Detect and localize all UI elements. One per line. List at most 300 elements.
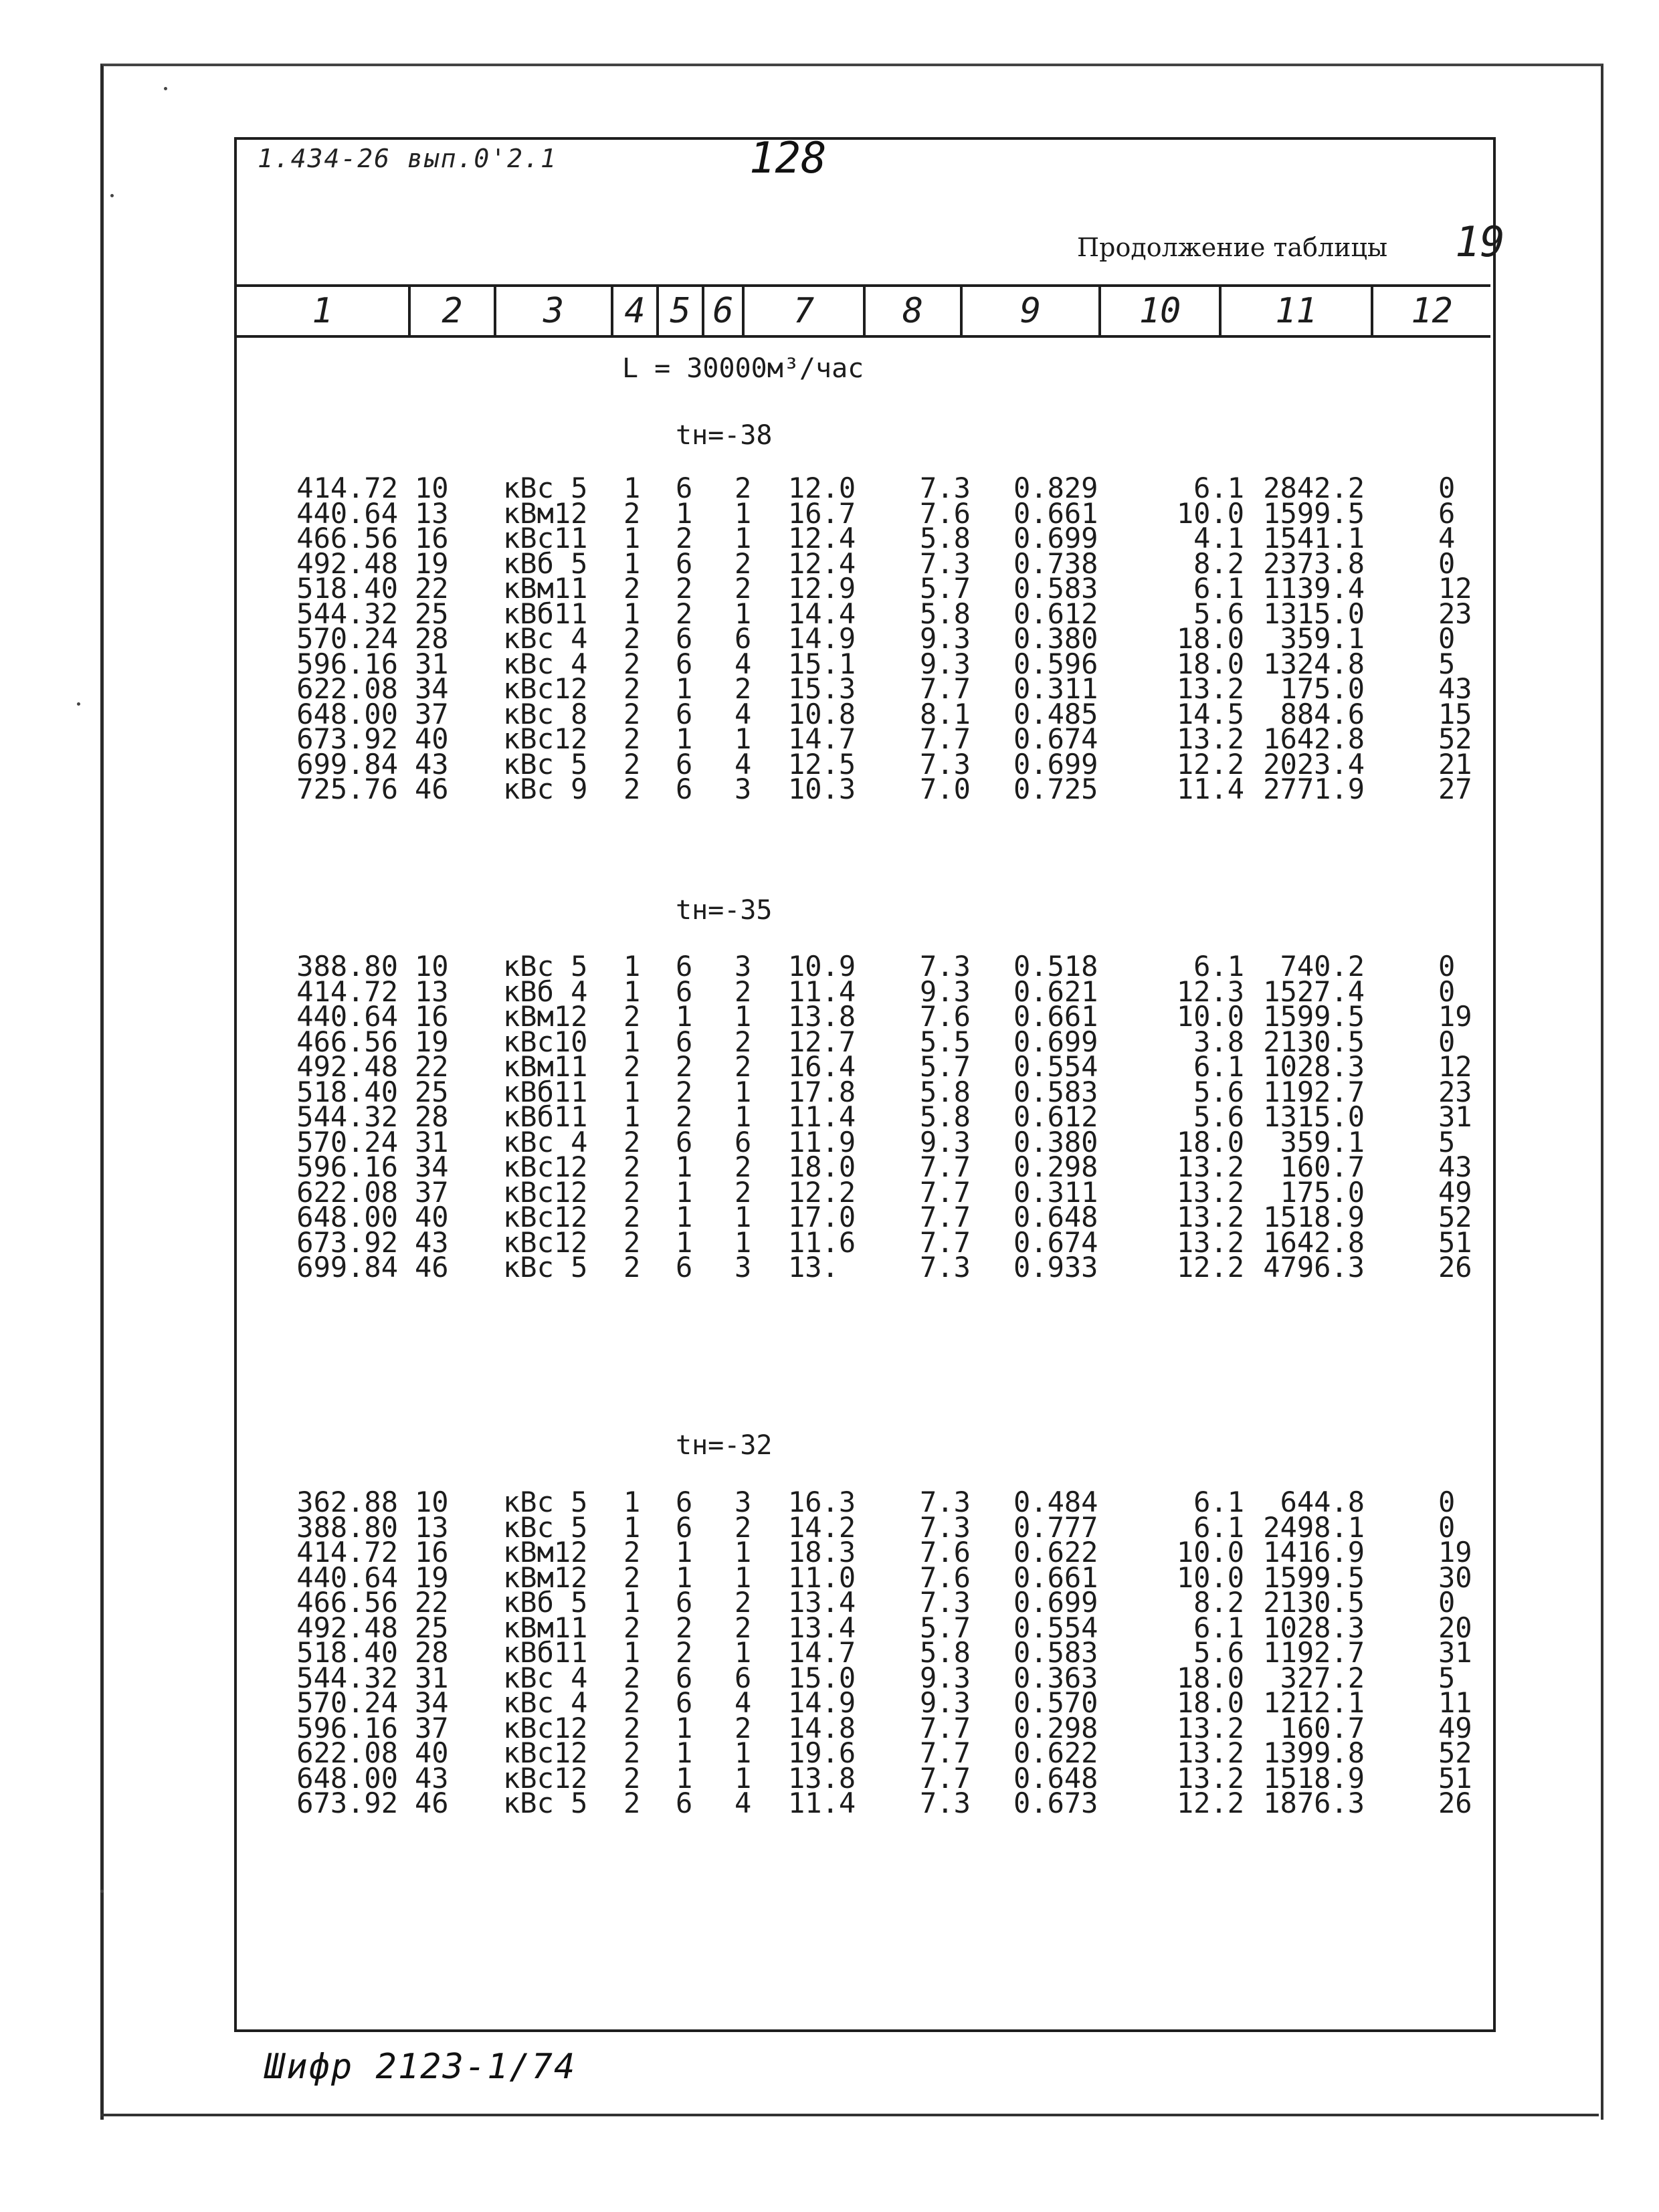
- table-cell: 31: [415, 1125, 449, 1159]
- table-cell: 362.88: [296, 1486, 398, 1518]
- table-cell: 6: [676, 1586, 693, 1619]
- table-cell: 6: [676, 622, 693, 655]
- table-cell: 0.518: [1013, 950, 1098, 983]
- table-cell: 1399.8: [1263, 1736, 1365, 1769]
- table-cell: 13.2: [1176, 722, 1244, 755]
- table-cell: 13.2: [1176, 1225, 1244, 1259]
- table-cell: 52: [1438, 1201, 1472, 1233]
- table-cell: 7.6: [920, 496, 971, 530]
- table-cell: 34: [415, 1150, 449, 1183]
- table-cell: кВм11: [503, 572, 588, 605]
- table-cell: 6: [676, 1661, 693, 1694]
- table-cell: 10.0: [1176, 496, 1244, 530]
- table-cell: 16.3: [788, 1486, 856, 1518]
- table-cell: 1315.0: [1263, 1100, 1365, 1133]
- table-cell: 12.4: [788, 522, 856, 555]
- table-cell: кВс 5: [503, 1251, 588, 1284]
- table-cell: 6: [676, 546, 693, 580]
- table-cell: 1: [676, 1175, 693, 1209]
- scan-speck: [77, 702, 80, 706]
- table-cell: 1: [623, 1075, 641, 1108]
- table-cell: 43: [1438, 672, 1472, 705]
- table-cell: 0.485: [1013, 697, 1098, 730]
- table-cell: 0.380: [1013, 622, 1098, 655]
- table-cell: 13.2: [1176, 1736, 1244, 1769]
- table-cell: 5.6: [1193, 597, 1244, 630]
- table-cell: 9.3: [920, 622, 971, 655]
- table-cell: 1: [623, 546, 641, 580]
- table-cell: кВс 4: [503, 647, 588, 680]
- table-cell: 5.7: [920, 1611, 971, 1644]
- table-cell: 3: [735, 950, 752, 983]
- table-cell: 7.3: [920, 1486, 971, 1518]
- table-cell: 5.8: [920, 1636, 971, 1669]
- table-cell: 518.40: [296, 1075, 398, 1108]
- table-cell: 25: [415, 597, 449, 630]
- table-cell: 7.6: [920, 1536, 971, 1569]
- table-cell: 1028.3: [1263, 1050, 1365, 1083]
- table-cell: 2498.1: [1263, 1510, 1365, 1544]
- table-cell: 0.570: [1013, 1686, 1098, 1719]
- table-cell: 544.32: [296, 1100, 398, 1133]
- continuation-label: Продолжение таблицы: [1077, 233, 1388, 262]
- table-cell: 1: [735, 1000, 752, 1033]
- table-cell: 0: [1438, 950, 1456, 983]
- table-cell: 1: [623, 1100, 641, 1133]
- table-cell: 570.24: [296, 1125, 398, 1159]
- table-cell: 2: [735, 1150, 752, 1183]
- table-cell: кВм12: [503, 496, 588, 530]
- table-cell: кВб11: [503, 1100, 588, 1133]
- table-cell: 16.7: [788, 496, 856, 530]
- table-cell: 7.6: [920, 1000, 971, 1033]
- table-cell: 51: [1438, 1225, 1472, 1259]
- table-cell: 1: [676, 1536, 693, 1569]
- table-cell: 1: [623, 1486, 641, 1518]
- table-cell: 9.3: [920, 975, 971, 1008]
- table-cell: кВс12: [503, 722, 588, 755]
- column-header: 8: [866, 287, 963, 335]
- table-cell: кВс 4: [503, 1661, 588, 1694]
- table-cell: 648.00: [296, 1761, 398, 1795]
- table-cell: 25: [415, 1611, 449, 1644]
- table-cell: 1: [676, 1736, 693, 1769]
- table-cell: 7.7: [920, 1225, 971, 1259]
- table-cell: 492.48: [296, 1050, 398, 1083]
- table-cell: 1: [735, 1201, 752, 1233]
- table-cell: 12.2: [788, 1175, 856, 1209]
- table-cell: 1: [623, 1510, 641, 1544]
- table-cell: 1315.0: [1263, 597, 1365, 630]
- table-cell: 2: [623, 1050, 641, 1083]
- table-cell: 466.56: [296, 1025, 398, 1058]
- table-cell: 0.583: [1013, 1075, 1098, 1108]
- table-cell: 31: [415, 1661, 449, 1694]
- table-cell: 1: [735, 496, 752, 530]
- table-cell: 6: [676, 1486, 693, 1518]
- table-cell: 2: [676, 1100, 693, 1133]
- table-cell: 0.699: [1013, 747, 1098, 781]
- table-cell: 5.8: [920, 597, 971, 630]
- table-cell: 2: [735, 1711, 752, 1744]
- table-cell: 12.9: [788, 572, 856, 605]
- table-cell: 18.0: [788, 1150, 856, 1183]
- table-cell: 622.08: [296, 1175, 398, 1209]
- table-cell: 673.92: [296, 722, 398, 755]
- column-header-row: [237, 284, 1490, 338]
- table-cell: кВс 8: [503, 697, 588, 730]
- table-cell: 175.0: [1280, 1175, 1365, 1209]
- page-number: 128: [749, 134, 827, 183]
- column-header: 9: [963, 287, 1101, 335]
- table-cell: 23: [1438, 1075, 1472, 1108]
- table-cell: 21: [1438, 747, 1472, 781]
- table-cell: 1599.5: [1263, 1000, 1365, 1033]
- table-cell: 6.1: [1193, 1510, 1244, 1544]
- table-cell: 1: [676, 1561, 693, 1594]
- table-cell: 1642.8: [1263, 722, 1365, 755]
- column-header: 5: [659, 287, 704, 335]
- table-cell: 7.7: [920, 1175, 971, 1209]
- table-cell: 7.3: [920, 546, 971, 580]
- table-cell: 0: [1438, 975, 1456, 1008]
- table-cell: 1: [735, 1100, 752, 1133]
- table-cell: 13: [415, 1510, 449, 1544]
- column-header: 4: [613, 287, 659, 335]
- table-cell: 1139.4: [1263, 572, 1365, 605]
- table-cell: 6: [676, 975, 693, 1008]
- table-cell: 10: [415, 1486, 449, 1518]
- table-cell: 2: [735, 1050, 752, 1083]
- table-cell: 13.: [788, 1251, 839, 1284]
- table-cell: 5: [1438, 647, 1456, 680]
- table-cell: 6: [676, 1251, 693, 1284]
- table-cell: 5.6: [1193, 1100, 1244, 1133]
- table-cell: 2: [623, 1561, 641, 1594]
- table-cell: 1: [735, 522, 752, 555]
- table-cell: 0: [1438, 1486, 1456, 1518]
- table-cell: 11.9: [788, 1125, 856, 1159]
- table-cell: 9.3: [920, 1125, 971, 1159]
- table-cell: 12: [1438, 1050, 1472, 1083]
- table-cell: 37: [415, 1711, 449, 1744]
- table-cell: 1: [735, 597, 752, 630]
- table-cell: 327.2: [1280, 1661, 1365, 1694]
- table-cell: 52: [1438, 1736, 1472, 1769]
- table-cell: кВм12: [503, 1000, 588, 1033]
- table-cell: кВм11: [503, 1611, 588, 1644]
- table-cell: 1: [676, 496, 693, 530]
- table-cell: 2: [623, 496, 641, 530]
- table-cell: 28: [415, 1636, 449, 1669]
- table-cell: 2: [623, 647, 641, 680]
- table-cell: 2: [676, 1050, 693, 1083]
- table-cell: 4: [735, 1686, 752, 1719]
- column-header: 6: [704, 287, 745, 335]
- table-cell: 2: [676, 1611, 693, 1644]
- table-cell: 0: [1438, 546, 1456, 580]
- table-cell: 6: [676, 647, 693, 680]
- table-cell: 740.2: [1280, 950, 1365, 983]
- table-cell: 6.1: [1193, 572, 1244, 605]
- table-cell: 175.0: [1280, 672, 1365, 705]
- table-cell: 46: [415, 1787, 449, 1819]
- table-cell: 518.40: [296, 572, 398, 605]
- table-cell: 414.72: [296, 472, 398, 504]
- column-header: 2: [411, 287, 496, 335]
- table-cell: кВб 4: [503, 975, 588, 1008]
- table-cell: 14.7: [788, 722, 856, 755]
- table-cell: 13.4: [788, 1611, 856, 1644]
- table-cell: 622.08: [296, 1736, 398, 1769]
- table-cell: 34: [415, 1686, 449, 1719]
- table-cell: 12.2: [1176, 1787, 1244, 1819]
- table-cell: 43: [415, 1225, 449, 1259]
- table-cell: 4.1: [1193, 522, 1244, 555]
- table-cell: 16: [415, 1536, 449, 1569]
- table-cell: кВс 5: [503, 950, 588, 983]
- table-cell: 13.2: [1176, 1761, 1244, 1795]
- table-cell: 1192.7: [1263, 1636, 1365, 1669]
- table-cell: 11.0: [788, 1561, 856, 1594]
- table-cell: 1: [735, 722, 752, 755]
- table-cell: 12.2: [1176, 747, 1244, 781]
- column-header: 7: [745, 287, 866, 335]
- table-cell: 1: [676, 722, 693, 755]
- table-cell: 2: [623, 1251, 641, 1284]
- table-cell: 0.699: [1013, 522, 1098, 555]
- table-cell: 2: [623, 773, 641, 805]
- table-cell: 18.0: [1176, 1686, 1244, 1719]
- table-cell: 9.3: [920, 1686, 971, 1719]
- table-cell: 10: [415, 950, 449, 983]
- table-cell: 7.3: [920, 1787, 971, 1819]
- table-cell: 2: [735, 1510, 752, 1544]
- table-cell: 26: [1438, 1787, 1472, 1819]
- table-cell: 1212.1: [1263, 1686, 1365, 1719]
- table-cell: 51: [1438, 1761, 1472, 1795]
- table-cell: 13: [415, 496, 449, 530]
- table-cell: 0.380: [1013, 1125, 1098, 1159]
- table-cell: 7.7: [920, 1736, 971, 1769]
- table-cell: 5.8: [920, 1100, 971, 1133]
- table-cell: 1876.3: [1263, 1787, 1365, 1819]
- table-cell: кВс 9: [503, 773, 588, 805]
- table-cell: 1: [623, 1025, 641, 1058]
- table-cell: 6: [676, 773, 693, 805]
- table-cell: 6.1: [1193, 950, 1244, 983]
- table-cell: кВс12: [503, 1175, 588, 1209]
- table-cell: 10.0: [1176, 1536, 1244, 1569]
- table-cell: 14.9: [788, 1686, 856, 1719]
- table-cell: 2: [623, 1225, 641, 1259]
- table-cell: 0: [1438, 1510, 1456, 1544]
- table-cell: 31: [415, 647, 449, 680]
- table-cell: 22: [415, 572, 449, 605]
- table-cell: 17.0: [788, 1201, 856, 1233]
- table-cell: 2771.9: [1263, 773, 1365, 805]
- table-cell: 2: [623, 747, 641, 781]
- table-cell: 13.8: [788, 1761, 856, 1795]
- table-cell: 13.8: [788, 1000, 856, 1033]
- table-cell: кВс12: [503, 1225, 588, 1259]
- table-cell: 6: [676, 472, 693, 504]
- table-cell: 0.661: [1013, 496, 1098, 530]
- table-cell: 2: [623, 1175, 641, 1209]
- table-cell: 0.612: [1013, 597, 1098, 630]
- table-cell: 12.3: [1176, 975, 1244, 1008]
- table-cell: 2: [623, 622, 641, 655]
- table-cell: кВс 5: [503, 1787, 588, 1819]
- table-cell: 596.16: [296, 1150, 398, 1183]
- table-cell: 3.8: [1193, 1025, 1244, 1058]
- table-cell: 884.6: [1280, 697, 1365, 730]
- table-cell: 2: [735, 546, 752, 580]
- table-cell: 2: [735, 1025, 752, 1058]
- table-cell: 0.933: [1013, 1251, 1098, 1284]
- table-cell: 8.1: [920, 697, 971, 730]
- table-cell: 699.84: [296, 747, 398, 781]
- table-cell: 388.80: [296, 950, 398, 983]
- table-cell: 11.4: [788, 975, 856, 1008]
- table-cell: 14.9: [788, 622, 856, 655]
- table-cell: 1: [676, 672, 693, 705]
- table-cell: 6.1: [1193, 1050, 1244, 1083]
- table-cell: 0.298: [1013, 1711, 1098, 1744]
- table-cell: 466.56: [296, 522, 398, 555]
- table-cell: 15.1: [788, 647, 856, 680]
- table-cell: 5.5: [920, 1025, 971, 1058]
- table-cell: 388.80: [296, 1510, 398, 1544]
- table-cell: 0.612: [1013, 1100, 1098, 1133]
- table-cell: 12: [1438, 572, 1472, 605]
- table-cell: 4: [735, 1787, 752, 1819]
- table-cell: 28: [415, 622, 449, 655]
- scan-speck: [110, 194, 114, 197]
- table-cell: 5: [1438, 1125, 1456, 1159]
- table-cell: 13.2: [1176, 1711, 1244, 1744]
- table-cell: 7.7: [920, 1711, 971, 1744]
- table-cell: 2: [623, 1000, 641, 1033]
- table-cell: 7.7: [920, 672, 971, 705]
- table-cell: 18.0: [1176, 622, 1244, 655]
- table-cell: 1518.9: [1263, 1761, 1365, 1795]
- table-cell: 0.777: [1013, 1510, 1098, 1544]
- table-cell: 15.0: [788, 1661, 856, 1694]
- table-cell: 37: [415, 697, 449, 730]
- table-cell: 2: [735, 1586, 752, 1619]
- table-cell: 0: [1438, 472, 1456, 504]
- table-cell: 596.16: [296, 1711, 398, 1744]
- table-cell: 2: [623, 1611, 641, 1644]
- table-cell: 0.622: [1013, 1736, 1098, 1769]
- table-cell: 9.3: [920, 1661, 971, 1694]
- table-cell: 5.8: [920, 1075, 971, 1108]
- table-cell: 40: [415, 1201, 449, 1233]
- table-cell: 27: [1438, 773, 1472, 805]
- table-cell: 18.0: [1176, 1125, 1244, 1159]
- table-cell: 0.661: [1013, 1561, 1098, 1594]
- table-cell: 0.648: [1013, 1201, 1098, 1233]
- table-cell: 0.661: [1013, 1000, 1098, 1033]
- table-cell: 0.622: [1013, 1536, 1098, 1569]
- table-cell: кВб11: [503, 597, 588, 630]
- table-cell: 19: [415, 1561, 449, 1594]
- table-cell: 0.583: [1013, 1636, 1098, 1669]
- table-cell: 0.621: [1013, 975, 1098, 1008]
- table-cell: 648.00: [296, 1201, 398, 1233]
- table-cell: 25: [415, 1075, 449, 1108]
- table-cell: 16.4: [788, 1050, 856, 1083]
- table-cell: 4796.3: [1263, 1251, 1365, 1284]
- table-cell: 11.6: [788, 1225, 856, 1259]
- table-cell: 1: [735, 1636, 752, 1669]
- table-cell: 7.3: [920, 747, 971, 781]
- table-cell: кВс12: [503, 672, 588, 705]
- table-cell: кВс12: [503, 1150, 588, 1183]
- table-cell: 6.1: [1193, 1486, 1244, 1518]
- table-cell: 6: [1438, 496, 1456, 530]
- table-cell: 13.2: [1176, 1201, 1244, 1233]
- table-cell: 7.3: [920, 472, 971, 504]
- table-cell: 160.7: [1280, 1150, 1365, 1183]
- table-cell: 34: [415, 672, 449, 705]
- table-cell: кВс11: [503, 522, 588, 555]
- table-cell: кВб 5: [503, 546, 588, 580]
- section-title-tn-38: tн=-38: [676, 420, 773, 451]
- table-cell: 14.4: [788, 597, 856, 630]
- table-cell: 1: [735, 1536, 752, 1569]
- table-cell: 0.699: [1013, 1586, 1098, 1619]
- table-cell: 2: [623, 1536, 641, 1569]
- table-cell: 6: [676, 697, 693, 730]
- table-cell: 7.7: [920, 1150, 971, 1183]
- table-cell: 2: [623, 722, 641, 755]
- table-cell: 28: [415, 1100, 449, 1133]
- table-cell: 11.4: [788, 1100, 856, 1133]
- table-cell: 1: [735, 1561, 752, 1594]
- table-cell: 7.7: [920, 1201, 971, 1233]
- table-cell: кВб 5: [503, 1586, 588, 1619]
- table-cell: 1: [676, 1150, 693, 1183]
- table-cell: 0.363: [1013, 1661, 1098, 1694]
- table-cell: кВс 5: [503, 747, 588, 781]
- section-title-tn-35: tн=-35: [676, 895, 773, 926]
- table-cell: 10.0: [1176, 1561, 1244, 1594]
- column-header: 3: [496, 287, 613, 335]
- table-cell: 40: [415, 1736, 449, 1769]
- table-cell: 1: [735, 1075, 752, 1108]
- table-cell: 1: [623, 522, 641, 555]
- table-cell: 0.673: [1013, 1787, 1098, 1819]
- table-cell: 440.64: [296, 496, 398, 530]
- table-cell: 0.674: [1013, 722, 1098, 755]
- table-cell: 2: [623, 1661, 641, 1694]
- table-cell: 6: [676, 1510, 693, 1544]
- table-cell: 6: [676, 747, 693, 781]
- column-header: 10: [1101, 287, 1222, 335]
- table-cell: 5.7: [920, 1050, 971, 1083]
- table-cell: 15.3: [788, 672, 856, 705]
- scan-speck: [100, 1890, 104, 1893]
- table-cell: 6.1: [1193, 472, 1244, 504]
- table-cell: 2: [623, 1787, 641, 1819]
- table-cell: кВс12: [503, 1761, 588, 1795]
- table-cell: 1: [735, 1736, 752, 1769]
- table-cell: 12.4: [788, 546, 856, 580]
- table-cell: 2: [623, 572, 641, 605]
- table-cell: кВс 4: [503, 1686, 588, 1719]
